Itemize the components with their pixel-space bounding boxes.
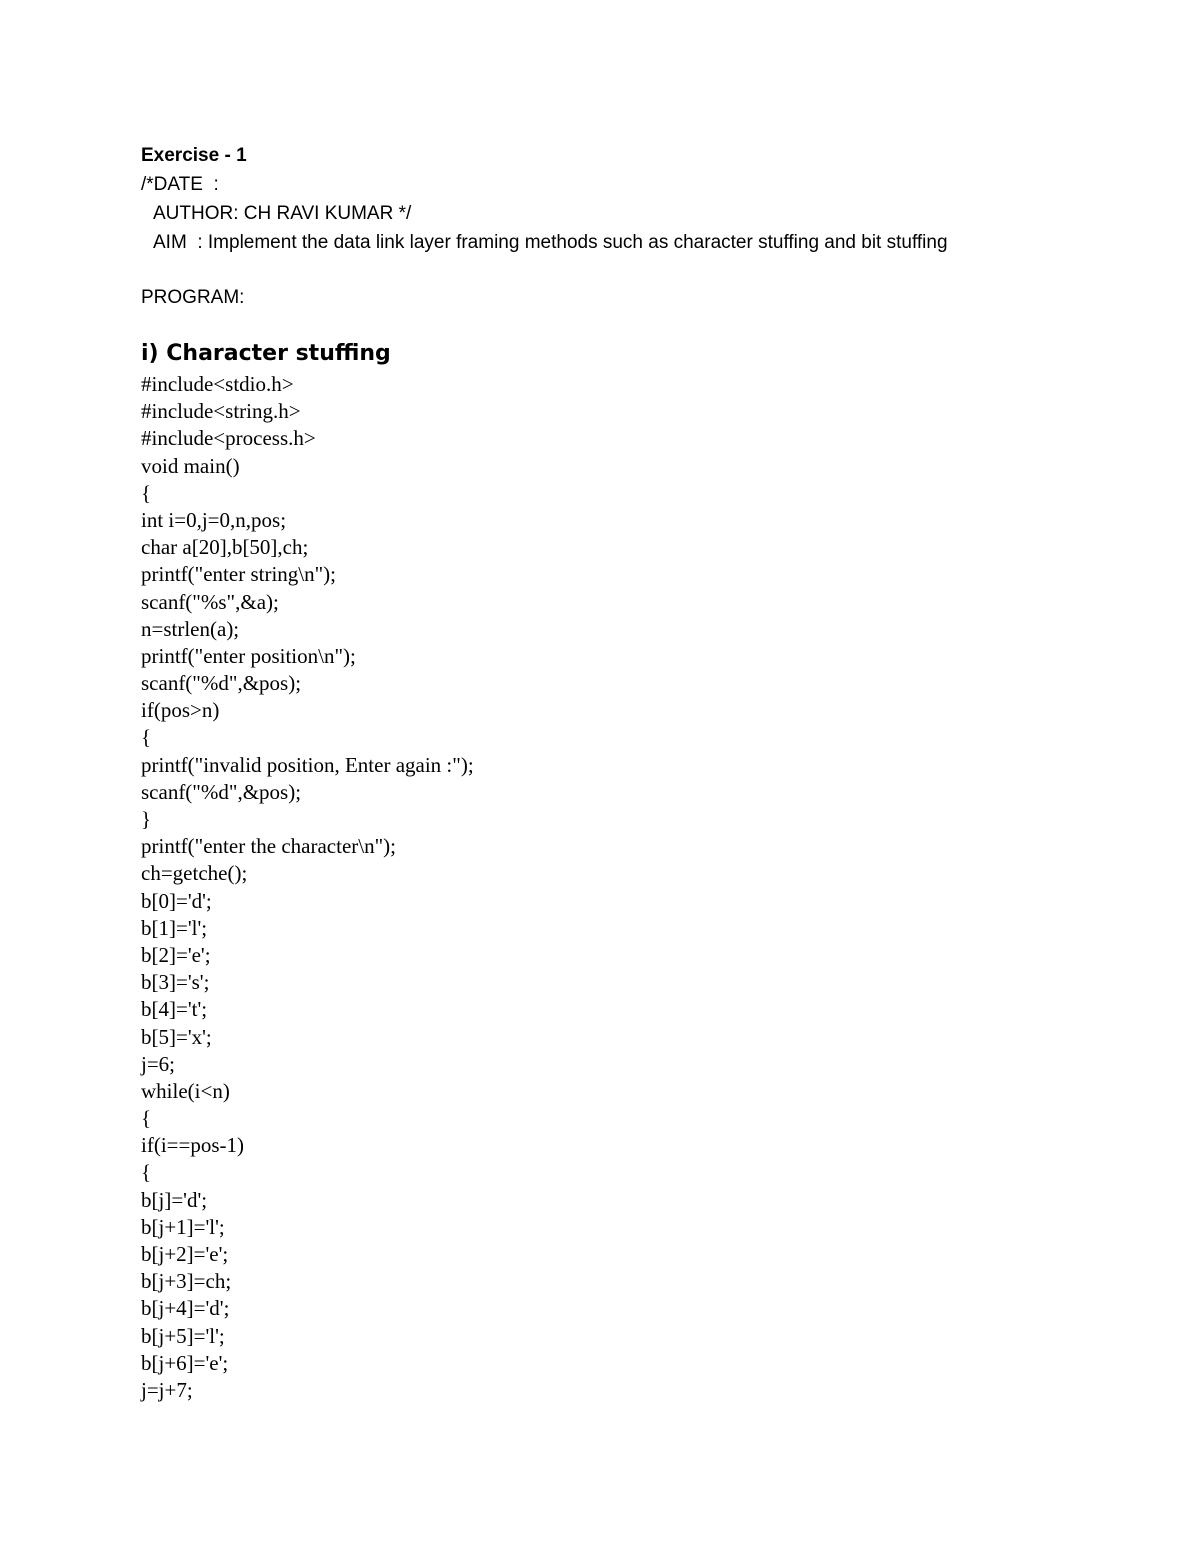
code-line: b[4]='t'; <box>141 997 208 1022</box>
section-heading: i) Character stuffing <box>141 341 391 366</box>
code-line: { <box>141 480 152 505</box>
author-line: AUTHOR: CH RAVI KUMAR */ <box>153 203 412 224</box>
program-label: PROGRAM: <box>141 287 245 308</box>
code-listing <box>141 371 474 1404</box>
code-line: j=j+7; <box>141 1377 193 1402</box>
code-line: printf("enter position\n"); <box>141 643 356 668</box>
document-header <box>141 141 1141 257</box>
code-line: printf("invalid position, Enter again :"); <box>141 752 474 777</box>
code-line: b[0]='d'; <box>141 888 212 913</box>
code-line: char a[20],b[50],ch; <box>141 535 309 560</box>
code-line: b[j+1]='l'; <box>141 1214 225 1239</box>
code-line: j=6; <box>141 1051 176 1076</box>
code-line: { <box>141 1160 152 1185</box>
code-line: scanf("%d",&pos); <box>141 671 302 696</box>
code-line: b[j+4]='d'; <box>141 1296 230 1321</box>
aim-line: AIM : Implement the data link layer framing methods such as character stuffing and bit stuffing <box>153 232 948 253</box>
code-line: while(i<n) <box>141 1078 230 1103</box>
code-line: #include<string.h> <box>141 399 301 424</box>
code-line: { <box>141 725 152 750</box>
code-line: b[j+6]='e'; <box>141 1350 229 1375</box>
code-line: b[5]='x'; <box>141 1024 212 1049</box>
code-line: #include<process.h> <box>141 426 316 451</box>
code-line: b[1]='l'; <box>141 915 208 940</box>
code-line: n=strlen(a); <box>141 616 240 641</box>
date-line: /*DATE : <box>141 174 219 195</box>
code-line: b[j]='d'; <box>141 1187 208 1212</box>
code-line: { <box>141 1106 152 1131</box>
code-line: void main() <box>141 453 240 478</box>
code-line: b[j+3]=ch; <box>141 1269 232 1294</box>
code-line: if(i==pos-1) <box>141 1133 245 1158</box>
code-line: b[j+2]='e'; <box>141 1242 229 1266</box>
code-line: if(pos>n) <box>141 698 220 723</box>
code-line: ch=getche(); <box>141 861 248 886</box>
exercise-title: Exercise - 1 <box>141 145 247 166</box>
code-line: printf("enter the character\n"); <box>141 834 397 859</box>
code-line: b[3]='s'; <box>141 970 210 995</box>
code-line: printf("enter string\n"); <box>141 562 337 587</box>
code-line: } <box>141 807 152 831</box>
code-line: b[j+5]='l'; <box>141 1323 225 1348</box>
code-line: int i=0,j=0,n,pos; <box>141 507 287 532</box>
code-line: scanf("%s",&a); <box>141 589 279 614</box>
code-line: scanf("%d",&pos); <box>141 779 302 804</box>
code-line: #include<stdio.h> <box>141 372 294 396</box>
code-line: b[2]='e'; <box>141 942 211 967</box>
